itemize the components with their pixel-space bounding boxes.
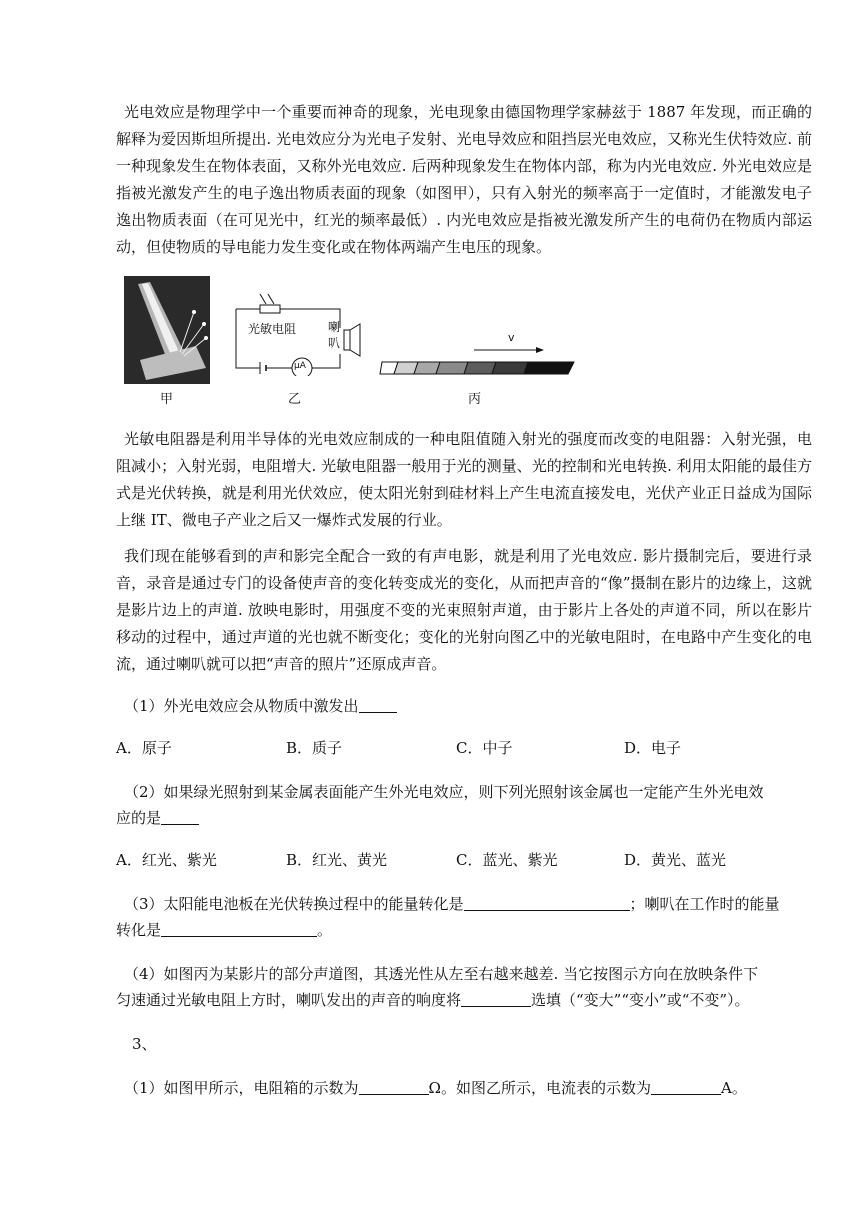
q1-option-d[interactable]: D．电子 — [624, 739, 682, 757]
q1-option-a[interactable]: A．原子 — [116, 739, 172, 757]
intro-paragraph-3: 我们现在能够看到的声和影完全配合一致的有声电影，就是利用了光电效应. 影片摄制完后，要进行录音，录音是通过专门的设备使声音的变化转变成光的变化，从而把声音的“像”摄制在影片的边缘上，这就是影片边上的声道. 放映电影时，用强度不变的光束照射声道，由于影片上各处的声道不同，所以在影片移动的过程中，通过声道的光也就不断变化；变化的光射向图乙中的光敏电阻时，在电路中产生变化的电流，通过喇叭就可以把“声音的照片”还原成声音。 — [116, 547, 812, 673]
question-2-stem-line2: 应的是 — [116, 808, 199, 828]
question-3-1-line: （1）如图甲所示，电阻箱的示数为 Ω。如图乙所示，电流表的示数为 A。 — [124, 1079, 747, 1097]
speaker-label-1: 喇 — [328, 320, 341, 334]
velocity-label: v — [508, 331, 515, 344]
figure-b-caption: 乙 — [288, 392, 302, 407]
intro-paragraph-1: 光电效应是物理学中一个重要而神奇的现象，光电现象由德国物理学家赫兹于 1887 年发现，而正确的解释为爱因斯坦所提出. 光电效应分为光电子发射、光电导效应和阻挡层光电效应，又称光生伏特效应. 前一种现象发生在物体表面，又称外光电效应. 后两种现象发生在物体内部，称为内光电效应. 外光电效应是指被光激发产生的电子逸出物质表面的现象（如图甲），只有入射光的频率高于一定值时，才能激发电子逸出物质表面（在可见光中，红光的频率最低）. 内光电效应是指被光激发所产生的电荷仍在物质内部运动，但使物质的导电能力发生变化或在物体两端产生电压的现象。 — [116, 103, 812, 256]
question-3-line1: （3）太阳能电池板在光伏转换过程中的能量转化是 ；喇叭在工作时的能量 — [124, 895, 780, 913]
q2-option-c[interactable]: C．蓝光、紫光 — [456, 851, 558, 869]
answer-blank[interactable] — [651, 1078, 721, 1095]
answer-blank[interactable] — [161, 920, 317, 937]
figure-c-caption: 丙 — [468, 392, 482, 407]
answer-blank[interactable] — [359, 696, 397, 713]
q2-option-a[interactable]: A．红光、紫光 — [116, 851, 217, 869]
intro-paragraph-2: 光敏电阻器是利用半导体的光电效应制成的一种电阻值随入射光的强度而改变的电阻器：入射光强，电阻减小；入射光弱，电阻增大. 光敏电阻器一般用于光的测量、光的控制和光电转换. 利用太阳能的最佳方式是光伏转换，就是利用光伏效应，使太阳光射到硅材料上产生电流直接发电，光伏产业正日益成为国际上继 IT、微电子产业之后又一爆炸式发展的行业。 — [116, 430, 812, 529]
answer-blank[interactable] — [359, 1078, 429, 1095]
resistor-label: 光敏电阻 — [248, 322, 297, 336]
answer-blank[interactable] — [161, 808, 199, 825]
q2-option-d[interactable]: D．黄光、蓝光 — [624, 851, 727, 869]
answer-blank[interactable] — [464, 894, 630, 911]
figure-c-soundtrack — [378, 338, 578, 378]
question-1-stem: （1）外光电效应会从物质中激发出 — [124, 696, 397, 716]
figure-a-photoelectric — [124, 276, 210, 384]
q2-option-b[interactable]: B．红光、黄光 — [286, 851, 388, 869]
figure-a-caption: 甲 — [160, 392, 174, 407]
question-3-line2: 转化是 。 — [116, 921, 333, 939]
answer-blank[interactable] — [461, 990, 531, 1007]
q1-option-b[interactable]: B．质子 — [286, 739, 343, 757]
ammeter-label: μA — [294, 361, 306, 371]
question-4-line1: （4）如图丙为某影片的部分声道图，其透光性从左至右越来越差. 当它按图示方向在放映条件下 — [124, 965, 759, 983]
question-4-line2: 匀速通过光敏电阻上方时，喇叭发出的声音的响度将 选填（“变大”“变小”或“不变”）。 — [116, 991, 750, 1009]
q1-option-c[interactable]: C．中子 — [456, 739, 513, 757]
section-3-number: 3、 — [132, 1035, 157, 1053]
question-2-stem-line1: （2）如果绿光照射到某金属表面能产生外光电效应，则下列光照射该金属也一定能产生外光电效 — [124, 783, 764, 801]
speaker-label-2: 叭 — [328, 336, 341, 350]
